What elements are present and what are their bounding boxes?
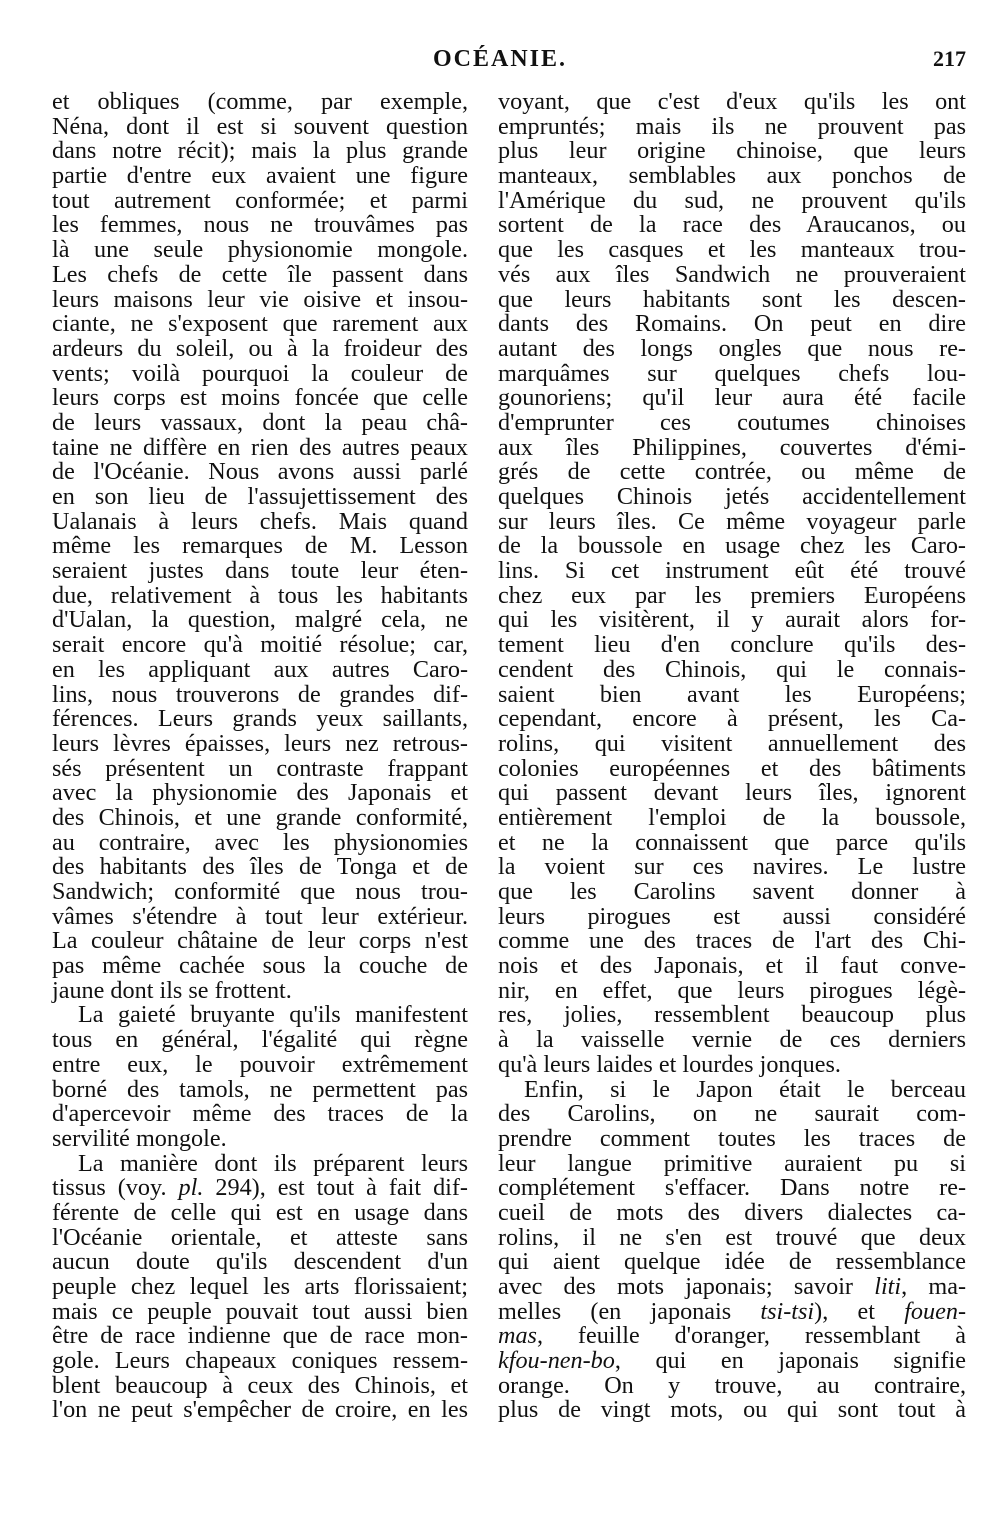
text-line: manteaux, semblables aux ponchos de bbox=[498, 162, 966, 190]
text-line: La manière dont ils préparent leurs bbox=[78, 1149, 468, 1177]
text-line: leurs corps est moins foncée que celle bbox=[52, 384, 468, 412]
text-line: d'apercevoir même des traces de la bbox=[52, 1100, 468, 1128]
text-line: mas, feuille d'oranger, ressemblant à bbox=[498, 1322, 966, 1350]
text-line: res, jolies, ressemblent beaucoup plus bbox=[498, 1001, 966, 1029]
text-line: plus leur origine chinoise, que leurs bbox=[498, 137, 966, 165]
text-line: qu'à leurs laides et lourdes jonques. bbox=[498, 1050, 841, 1078]
running-header-title: OCÉANIE. bbox=[432, 46, 568, 72]
text-line: entre eux, le pouvoir extrêmement bbox=[52, 1050, 468, 1078]
text-line: même les remarques de M. Lesson bbox=[52, 532, 468, 560]
text-line: en les appliquant aux autres Caro- bbox=[52, 655, 468, 683]
text-line: aucun doute qu'ils descendent d'un bbox=[52, 1248, 468, 1276]
text-line: complétement s'effacer. Dans notre re- bbox=[498, 1174, 966, 1202]
text-line: La gaieté bruyante qu'ils manifestent bbox=[78, 1001, 468, 1029]
text-line: tissus (voy. pl. 294), est tout à fait dif- bbox=[52, 1174, 468, 1202]
text-line: prendre comment toutes les traces de bbox=[498, 1124, 966, 1152]
text-line: chez eux par les premiers Européens bbox=[498, 581, 966, 609]
text-line: peuple chez lequel les arts florissaient; bbox=[52, 1273, 468, 1300]
text-line: des Carolins, on ne saurait com- bbox=[498, 1100, 966, 1128]
text-line: au contraire, avec les physionomies bbox=[52, 828, 468, 856]
text-line: qui aient quelque idée de ressemblance bbox=[498, 1248, 966, 1276]
text-line: vés aux îles Sandwich ne prouveraient bbox=[498, 260, 966, 288]
text-line: l'Océanie orientale, et atteste sans bbox=[52, 1223, 468, 1251]
text-line: gole. Leurs chapeaux coniques ressem- bbox=[52, 1347, 468, 1375]
text-line: l'on ne peut s'empêcher de croire, en les bbox=[52, 1396, 468, 1424]
page-number: 217 bbox=[933, 46, 966, 71]
text-line: cependant, encore à présent, les Ca- bbox=[498, 705, 966, 733]
text-line: grés de cette contrée, ou même de bbox=[498, 458, 966, 486]
text-line: autant des longs ongles que nous re- bbox=[498, 334, 966, 362]
text-line: dans notre récit); mais la plus grande bbox=[52, 137, 468, 165]
text-line: vâmes s'étendre à tout leur extérieur. bbox=[52, 902, 468, 930]
text-line: Enfin, si le Japon était le berceau bbox=[524, 1075, 966, 1103]
text-line: qui les visitèrent, il y aurait alors for- bbox=[498, 606, 966, 634]
text-line: comme une des traces de l'art des Chi- bbox=[498, 927, 966, 955]
text-line: kfou-nen-bo, qui en japonais signifie bbox=[498, 1347, 966, 1375]
text-line: tous en général, l'égalité qui règne bbox=[52, 1026, 468, 1054]
text-line: rolins, il ne s'en est trouvé que deux bbox=[498, 1223, 966, 1251]
text-line: aux îles Philippines, couvertes d'émi- bbox=[498, 433, 966, 461]
text-line: sortent de la race des Araucanos, ou bbox=[498, 211, 966, 239]
text-line: nois et des Japonais, et il faut conve- bbox=[498, 952, 966, 980]
text-line: gounoriens; qu'il leur aura été facile bbox=[498, 384, 966, 412]
text-line: leurs lèvres épaisses, leurs nez retrous- bbox=[52, 729, 468, 757]
text-line: cendent des Chinois, qui le connais- bbox=[498, 655, 966, 683]
text-line: servilité mongole. bbox=[52, 1124, 227, 1152]
text-line: borné des tamols, ne permettent pas bbox=[52, 1075, 468, 1103]
text-line: férences. Leurs grands yeux saillants, bbox=[52, 705, 468, 733]
text-line: ciante, ne s'exposent que rarement aux bbox=[52, 310, 468, 338]
text-line: Néna, dont il est si souvent question bbox=[52, 112, 468, 140]
text-line: sés présentent un contraste frappant bbox=[52, 754, 468, 782]
text-line: vents; voilà pourquoi la couleur de bbox=[52, 359, 468, 387]
text-line: avec la physionomie des Japonais et bbox=[52, 779, 468, 807]
text-line: leur langue primitive auraient pu si bbox=[498, 1149, 966, 1177]
text-line: taine ne diffère en rien des autres peaux bbox=[52, 433, 468, 461]
text-line: entièrement l'emploi de la boussole, bbox=[498, 803, 966, 831]
right-text-column bbox=[498, 90, 966, 1423]
text-line: leurs maisons leur vie oisive et insou- bbox=[52, 285, 468, 313]
text-line: plus de vingt mots, ou qui sont tout à bbox=[498, 1396, 966, 1424]
text-line: leurs pirogues est aussi considéré bbox=[498, 902, 966, 930]
text-line: saient bien avant les Européens; bbox=[498, 680, 966, 708]
text-line: seraient justes dans toute leur éten- bbox=[52, 557, 468, 585]
text-line: melles (en japonais tsi-tsi), et fouen- bbox=[498, 1297, 966, 1325]
left-text-column bbox=[52, 90, 468, 1423]
text-line: blent beaucoup à ceux des Chinois, et bbox=[52, 1371, 468, 1399]
text-line: partie d'entre eux avaient une figure bbox=[52, 162, 468, 190]
text-line: nir, en effet, que leurs pirogues légè- bbox=[498, 976, 966, 1004]
text-line: Sandwich; conformité que nous trou- bbox=[52, 878, 468, 905]
text-line: des Chinois, et une grande conformité, bbox=[52, 803, 468, 831]
text-line: pas même cachée sous la couche de bbox=[52, 952, 468, 980]
text-line: l'Amérique du sud, ne prouvent qu'ils bbox=[498, 186, 966, 214]
text-line: mais ce peuple pouvait tout aussi bien bbox=[52, 1297, 468, 1325]
text-line: et obliques (comme, par exemple, bbox=[52, 88, 468, 115]
text-line: d'emprunter ces coutumes chinoises bbox=[498, 408, 966, 436]
text-line: en son lieu de l'assujettissement des bbox=[52, 483, 468, 510]
text-line: la voient sur ces navires. Le lustre bbox=[498, 853, 966, 881]
text-line: de leurs vassaux, dont la peau châ- bbox=[52, 408, 468, 436]
text-line: de la boussole en usage chez les Caro- bbox=[498, 532, 966, 560]
text-line: tout autrement conformée; et parmi bbox=[52, 186, 468, 214]
text-line: que leurs habitants sont les descen- bbox=[498, 285, 966, 313]
text-line: que les Carolins savent donner à bbox=[498, 878, 966, 905]
text-line: et ne la connaissent que parce qu'ils bbox=[498, 828, 966, 856]
text-line: les femmes, nous ne trouvâmes pas bbox=[52, 211, 468, 239]
text-line: à la vaisselle vernie de ces derniers bbox=[498, 1026, 966, 1054]
text-line: lins, nous trouverons de grandes dif- bbox=[52, 680, 468, 708]
text-line: rolins, qui visitent annuellement des bbox=[498, 729, 966, 757]
text-line: là une seule physionomie mongole. bbox=[52, 236, 468, 264]
text-line: être de race indienne que de race mon- bbox=[52, 1322, 468, 1350]
text-line: serait encore qu'à moitié résolue; car, bbox=[52, 631, 468, 659]
text-line: de l'Océanie. Nous avons aussi parlé bbox=[52, 458, 468, 486]
text-line: Les chefs de cette île passent dans bbox=[52, 260, 468, 288]
text-line: due, relativement à tous les habitants bbox=[52, 581, 468, 609]
text-line: férente de celle qui est en usage dans bbox=[52, 1198, 468, 1226]
text-line: lins. Si cet instrument eût été trouvé bbox=[498, 557, 966, 585]
text-line: empruntés; mais ils ne prouvent pas bbox=[498, 112, 966, 140]
text-line: d'Ualan, la question, malgré cela, ne bbox=[52, 606, 468, 634]
text-line: cueil de mots des divers dialectes ca- bbox=[498, 1198, 966, 1226]
text-line: sur leurs îles. Ce même voyageur parle bbox=[498, 507, 966, 535]
text-line: tement lieu d'en conclure qu'ils des- bbox=[498, 631, 966, 659]
text-line: des habitants des îles de Tonga et de bbox=[52, 853, 468, 881]
text-line: voyant, que c'est d'eux qu'ils les ont bbox=[498, 88, 966, 115]
text-line: La couleur châtaine de leur corps n'est bbox=[52, 927, 468, 955]
text-line: dants des Romains. On peut en dire bbox=[498, 310, 966, 338]
text-line: colonies européennes et des bâtiments bbox=[498, 754, 966, 782]
text-line: ardeurs du soleil, ou à la froideur des bbox=[52, 334, 468, 362]
text-line: qui passent devant leurs îles, ignorent bbox=[498, 779, 966, 807]
text-line: quelques Chinois jetés accidentellement bbox=[498, 483, 966, 510]
text-line: marquâmes sur quelques chefs lou- bbox=[498, 359, 966, 387]
text-line: Ualanais à leurs chefs. Mais quand bbox=[52, 507, 468, 535]
text-line: jaune dont ils se frottent. bbox=[52, 976, 292, 1004]
text-line: orange. On y trouve, au contraire, bbox=[498, 1371, 966, 1399]
text-line: avec des mots japonais; savoir liti, ma- bbox=[498, 1273, 966, 1300]
text-line: que les casques et les manteaux trou- bbox=[498, 236, 966, 264]
